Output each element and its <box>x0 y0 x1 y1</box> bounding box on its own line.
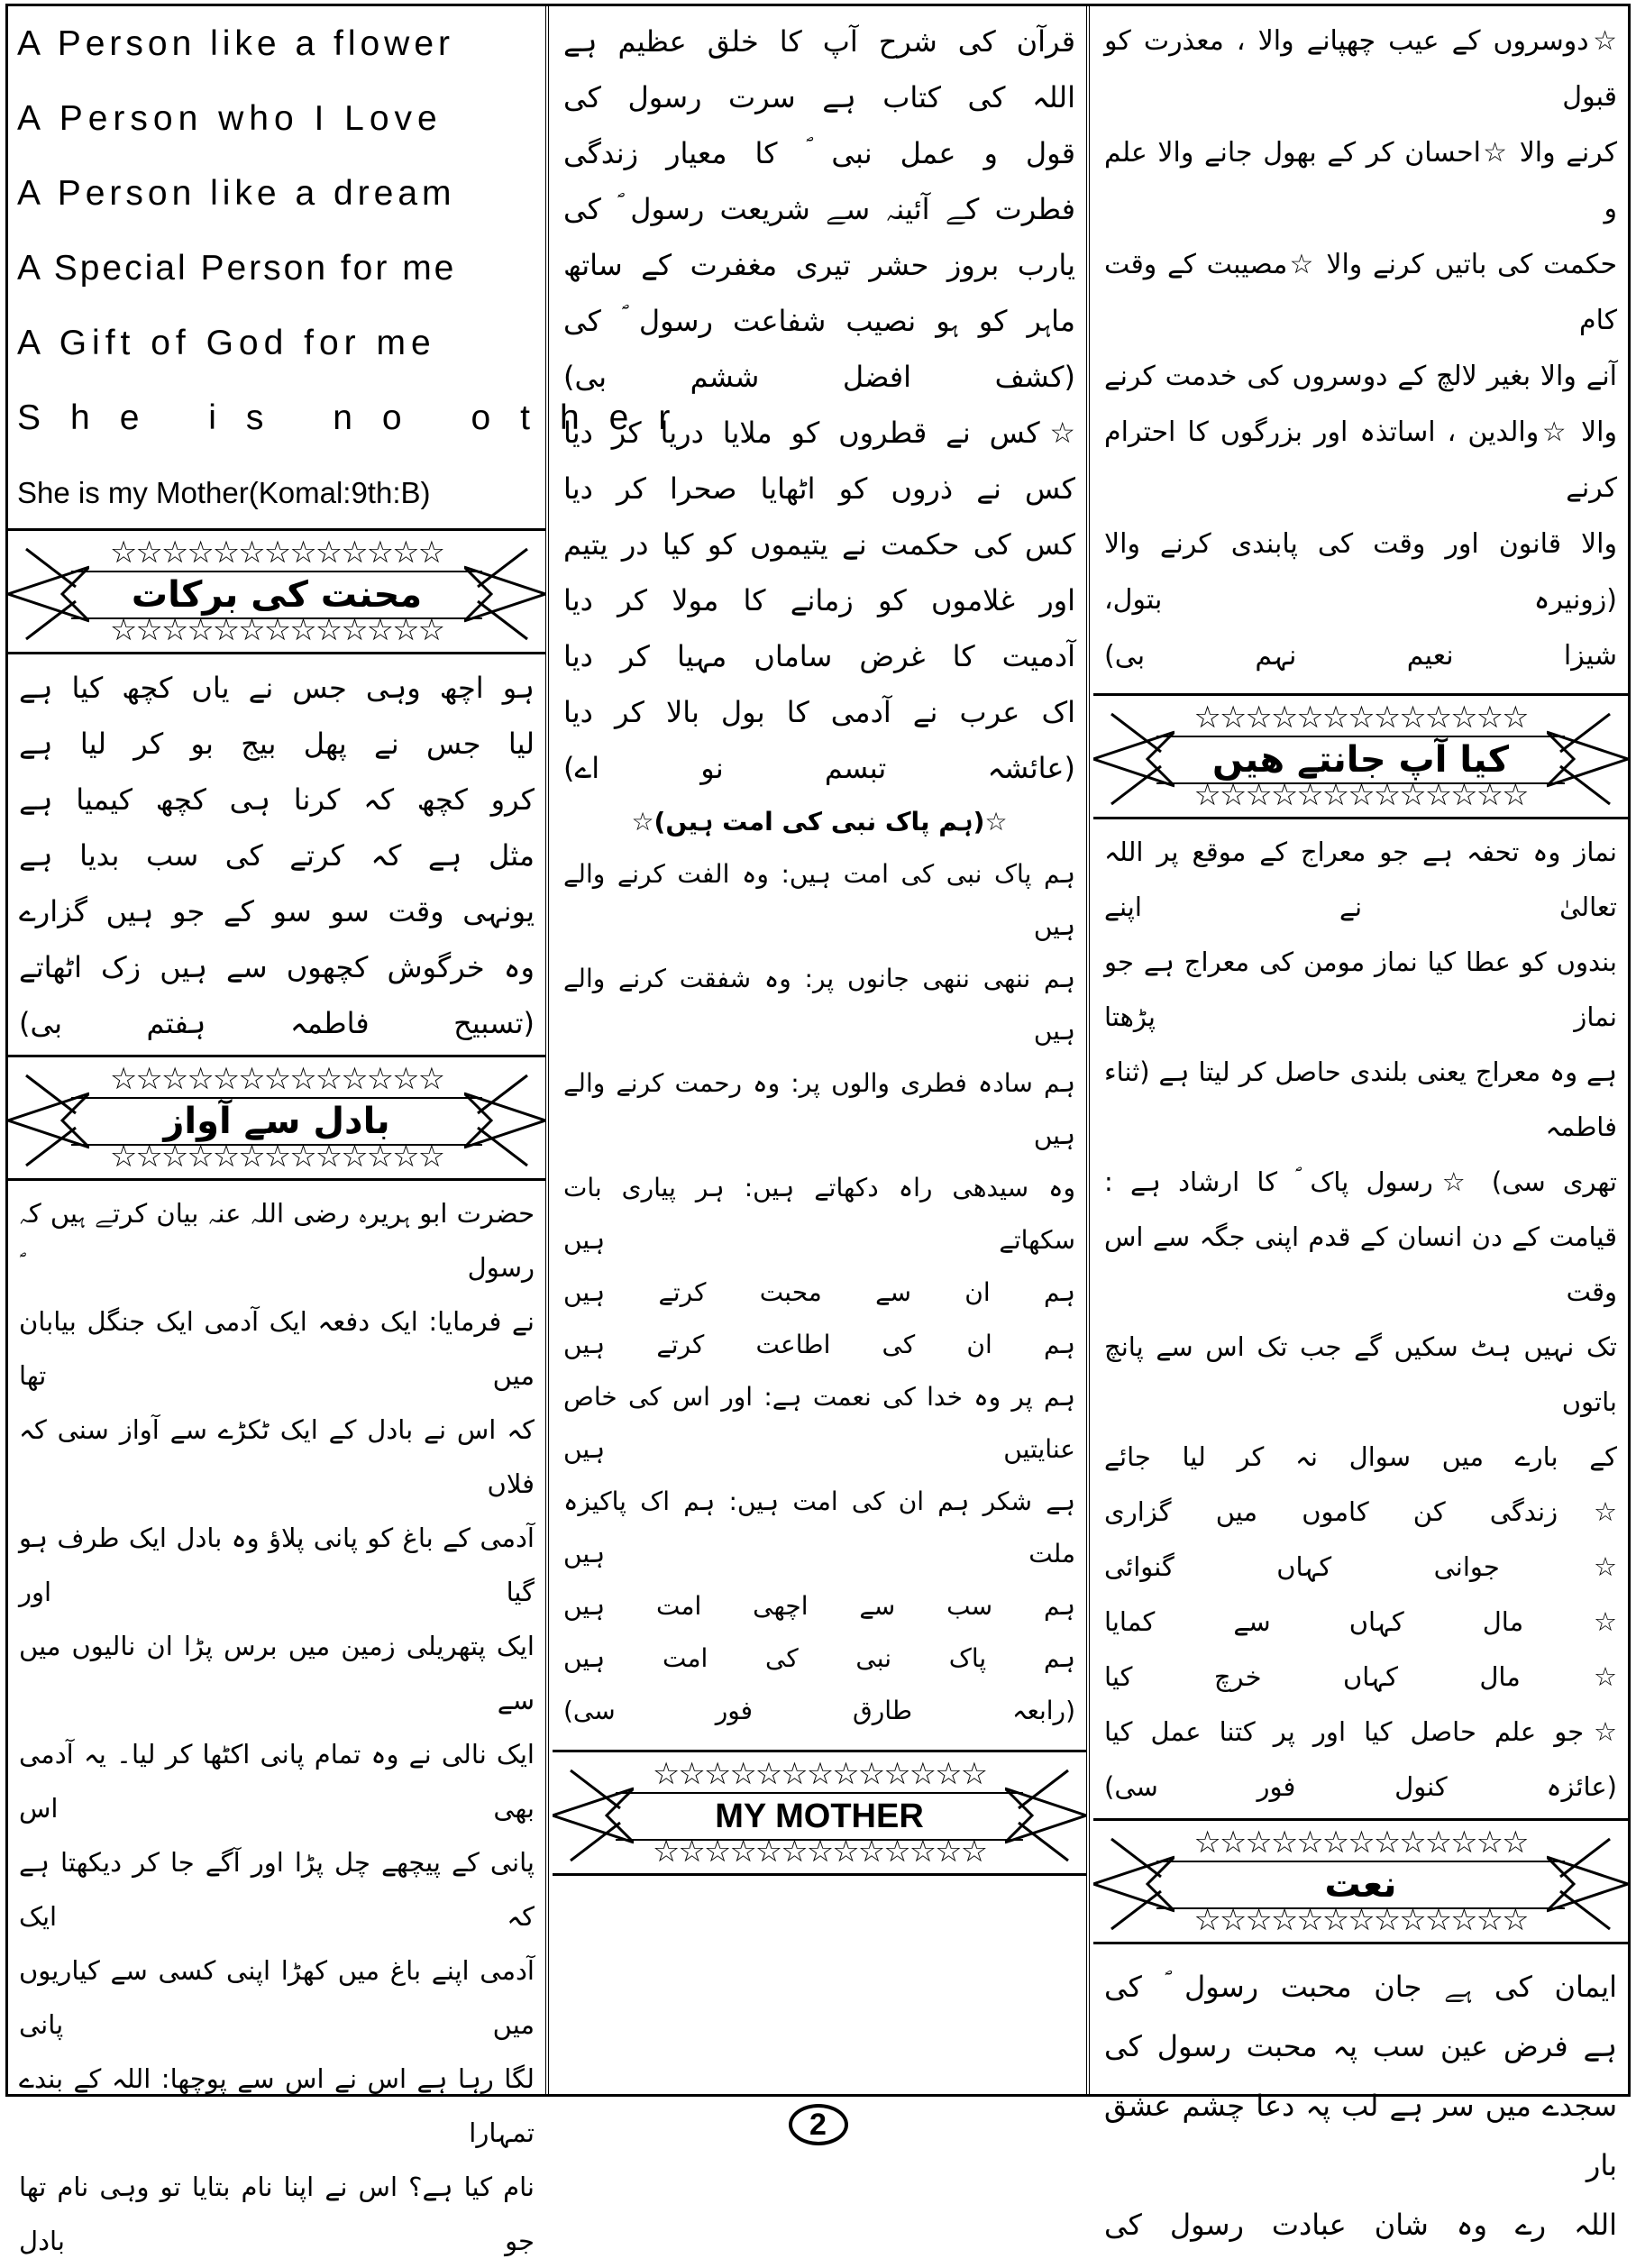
story-line: نے فرمایا: ایک دفعہ ایک آدمی ایک جنگل بیابان میں تھا <box>19 1306 535 1391</box>
text-line: والا ☆والدین ، اساتذہ اور بزرگوں کا احترام کرنے <box>1104 416 1617 504</box>
story-line: لگا رہا ہے اس نے اس سے پوچھا: اللہ کے بندے تمہارا <box>19 2063 535 2148</box>
poem-line: اور غلاموں کو زمانے کا مولا کر دیا <box>563 583 1075 617</box>
text-line: کے بارے میں سوال نہ کر لیا جائے <box>1104 1441 1617 1472</box>
kya-aap-jantay-banner <box>1093 693 1628 819</box>
author-credit: (کشف افضل ششم بی) <box>563 360 1075 394</box>
ummat-poem <box>553 796 1086 1737</box>
stars-border-bottom: ☆☆☆☆☆☆☆☆☆☆☆☆☆ <box>652 1835 987 1868</box>
banner-title: بادل سے آواز <box>71 1097 482 1146</box>
poem-line: لیا جس نے پھل بیج بو کر لیا ہے <box>19 727 535 761</box>
banner-title: محنت کی برکات <box>71 571 482 619</box>
text-line: آنے والا بغیر لالچ کے دوسروں کی خدمت کرنے <box>1104 361 1617 392</box>
story-line: پانی کے پیچھے چل پڑا اور آگے جا کر دیکھتا ہے کہ ایک <box>19 1847 535 1932</box>
poem-line: قول و عمل نبی ؐ کا معیار زندگی <box>563 136 1075 170</box>
poem-line: A Person like a flower <box>17 24 455 63</box>
stars-border-bottom: ☆☆☆☆☆☆☆☆☆☆☆☆☆ <box>1193 1904 1528 1936</box>
qualities-text <box>1093 6 1628 684</box>
poem-line: آدمیت کا غرض ساماں مہیا کر دیا <box>563 639 1075 673</box>
text-line: والا قانون اور وقت کی پابندی کرنے والا (زونیرہ بتول، <box>1104 528 1617 616</box>
text-line: تک نہیں ہٹ سکیں گے جب تک اس سے پانچ باتوں <box>1104 1331 1617 1417</box>
story-line: کہ اس نے بادل کے ایک ٹکڑے سے آواز سنی کہ فلاں <box>19 1414 535 1499</box>
naat-poem <box>1093 1944 1628 2254</box>
author-credit: (رابعہ طارق فور سی) <box>563 1696 1075 1725</box>
banner-title: کیا آپ جانتے ھیں <box>1156 736 1565 784</box>
stars-border-bottom: ☆☆☆☆☆☆☆☆☆☆☆☆☆ <box>1193 779 1528 811</box>
left-column <box>8 6 700 2256</box>
text-line: ☆جوانی کہاں گنوائی <box>1104 1551 1617 1582</box>
poem-line: مثل ہے کہ کرتے کی سب بدیا ہے <box>19 838 535 873</box>
poem-line: She is no other <box>17 398 700 437</box>
author-credit: (عائزہ کنول فور سی) <box>1104 1771 1617 1802</box>
story-line: آدمی کے باغ کو پانی پلاؤ وہ بادل ایک طرف ہو گیا اور <box>19 1523 535 1607</box>
poem-line: ☆کس نے قطروں کو ملایا دریا کر دیا <box>563 416 1075 450</box>
poem-line: اک عرب نے آدمی کا بول بالا کر دیا <box>563 695 1075 729</box>
text-line: بندوں کو عطا کیا نماز مومن کی معراج ہے جو نماز پڑھتا <box>1104 947 1617 1032</box>
poem-line: ماہر کو ہو نصیب شفاعت رسول ؐ کی <box>563 304 1075 338</box>
author-credit: (عائشہ تبسم نو اے) <box>563 751 1075 785</box>
namaz-text <box>1093 819 1628 1815</box>
stars-border-top: ☆☆☆☆☆☆☆☆☆☆☆☆☆ <box>652 1758 987 1790</box>
text-line: ☆جو علم حاصل کیا اور پر کتنا عمل کیا <box>1104 1716 1617 1747</box>
poem-line: ایمان کی ہے جان محبت رسول ؐ کی <box>1104 1970 1617 2004</box>
naat-banner <box>1093 1818 1628 1944</box>
text-line: ☆زندگی کن کاموں میں گزاری <box>1104 1496 1617 1527</box>
text-line: قیامت کے دن انسان کے قدم اپنی جگہ سے اس وقت <box>1104 1221 1617 1307</box>
stars-border-bottom: ☆☆☆☆☆☆☆☆☆☆☆☆☆ <box>109 1140 444 1173</box>
stars-border-top: ☆☆☆☆☆☆☆☆☆☆☆☆☆ <box>1193 1826 1528 1859</box>
poem-line: A Person like a dream <box>17 174 456 213</box>
stars-border-top: ☆☆☆☆☆☆☆☆☆☆☆☆☆ <box>1193 701 1528 734</box>
poem-line: فطرت کے آئینہ سے شریعت رسول ؐ کی <box>563 192 1075 226</box>
poem-line: یونہی وقت سو سو کے جو ہیں گزارے <box>19 894 535 928</box>
story-line: ایک نالی نے وہ تمام پانی اکٹھا کر لیا۔ یہ آدمی بھی اس <box>19 1739 535 1824</box>
kis-poem <box>553 405 1086 796</box>
text-line: ☆مال کہاں سے کمایا <box>1104 1606 1617 1637</box>
poem-line: ہم ان کی اطاعت کرتے ہیں <box>563 1330 1075 1359</box>
poem-line: ہم پاک نبی کی امت ہیں <box>563 1643 1075 1673</box>
poem-line: سجدے میں سر ہے لب پہ دعا چشم عشق بار <box>1104 2089 1617 2182</box>
poem-line: A Gift of God for me <box>17 324 436 362</box>
badal-story <box>8 1181 545 2268</box>
poem-line: ہم سادہ فطری والوں پر: وہ رحمت کرنے والے ہیں <box>563 1068 1075 1150</box>
right-column <box>1093 6 1628 2242</box>
newspaper-page <box>5 4 1631 2256</box>
my-mother-banner <box>553 1750 1086 1876</box>
poem-line: A Person who I Love <box>17 99 443 138</box>
poem-line: ہم پر وہ خدا کی نعمت ہے: اور اس کی خاص عنایتیں ہیں <box>563 1382 1075 1464</box>
stars-border-bottom: ☆☆☆☆☆☆☆☆☆☆☆☆☆ <box>109 614 444 646</box>
poem-line: ہم سب سے اچھی امت ہیں <box>563 1591 1075 1621</box>
stars-border-top: ☆☆☆☆☆☆☆☆☆☆☆☆☆ <box>109 1063 444 1095</box>
middle-column <box>553 6 1090 2094</box>
story-line: نام کیا ہے؟ اس نے اپنا نام بتایا تو وہی نام تھا جو بادل <box>19 2172 535 2256</box>
poem-line: ہم پاک نبی کی امت ہیں: وہ الفت کرنے والے ہیں <box>563 859 1075 941</box>
quran-poem <box>553 6 1086 405</box>
poem-line: وہ سیدھی راہ دکھاتے ہیں: ہر پیاری بات سکھاتے ہیں <box>563 1173 1075 1255</box>
text-line: کرنے والا ☆احسان کر کے بھول جانے والا علم و <box>1104 137 1617 224</box>
story-line: ایک پتھریلی زمین میں برس پڑا ان نالیوں میں سے <box>19 1631 535 1715</box>
author-credit: شیزا نعیم نہم بی) <box>1104 640 1617 672</box>
mehnat-banner <box>8 528 545 654</box>
poem-line: ہم ان سے محبت کرتے ہیں <box>563 1277 1075 1307</box>
story-line: حضرت ابو ہریرہ رضی اللہ عنہ بیان کرتے ہیں کہ رسول ؐ <box>19 1198 535 1283</box>
mehnat-poem <box>8 654 545 1051</box>
poem-line: کس کی حکمت نے یتیموں کو کیا در یتیم <box>563 527 1075 562</box>
poem-line: کرو کچھ کہ کرنا ہی کچھ کیمیا ہے <box>19 782 535 817</box>
poem-line: قرآن کی شرح آپ کا خلق عظیم ہے <box>563 24 1075 59</box>
poem-line: She is my Mother(Komal:9th:B) <box>17 476 431 509</box>
poem-line: ہو اچھ وہی جس نے یاں کچھ کیا ہے <box>19 671 535 705</box>
text-line: تھری سی) ☆رسول پاک ؐ کا ارشاد ہے : <box>1104 1166 1617 1197</box>
badal-banner <box>8 1055 545 1181</box>
poem-line: ہم ننھی ننھی جانوں پر: وہ شفقت کرنے والے ہیں <box>563 964 1075 1046</box>
text-line: ہے وہ معراج یعنی بلندی حاصل کر لیتا ہے (ثناء فاطمہ <box>1104 1056 1617 1142</box>
banner-title: نعت <box>1156 1861 1565 1909</box>
story-line: آدمی اپنے باغ میں کھڑا اپنی کسی سے کیاریوں میں پانی <box>19 1955 535 2040</box>
text-line: ☆مال کہاں خرچ کیا <box>1104 1661 1617 1692</box>
poem-line: یارب بروز حشر تیری مغفرت کے ساتھ <box>563 248 1075 282</box>
mother-poem <box>8 6 700 530</box>
stars-border-top: ☆☆☆☆☆☆☆☆☆☆☆☆☆ <box>109 536 444 569</box>
text-line: نماز وہ تحفہ ہے جو معراج کے موقع پر اللہ تعالیٰ نے اپنے <box>1104 837 1617 922</box>
poem-line: کس نے ذروں کو اٹھایا صحرا کر دیا <box>563 471 1075 506</box>
text-line: ☆دوسروں کے عیب چھپانے والا ، معذرت کو قبول <box>1104 25 1617 113</box>
poem-line: A Special Person for me <box>17 249 457 288</box>
page-number: 2 <box>789 2104 848 2145</box>
author-credit: (تسبیح فاطمہ ہفتم بی) <box>19 1006 535 1040</box>
poem-line: اللہ رے وہ شان عبادت رسول کی <box>1104 2208 1617 2242</box>
poem-line: اللہ کی کتاب ہے سرت رسول کی <box>563 80 1075 114</box>
poem-line: ہے فرض عین سب پہ محبت رسول کی <box>1104 2029 1617 2063</box>
poem-line: ہے شکر ہم ان کی امت ہیں: ہم اک پاکیزہ ملت ہیں <box>563 1486 1075 1568</box>
text-line: حکمت کی باتیں کرنے والا ☆مصیبت کے وقت کام <box>1104 249 1617 336</box>
banner-title: MY MOTHER <box>616 1792 1023 1841</box>
poem-line: وہ خرگوش کچھوں سے ہیں زک اٹھاتے <box>19 950 535 984</box>
section-heading: ☆(ہم پاک نبی کی امت ہیں)☆ <box>631 807 1008 837</box>
